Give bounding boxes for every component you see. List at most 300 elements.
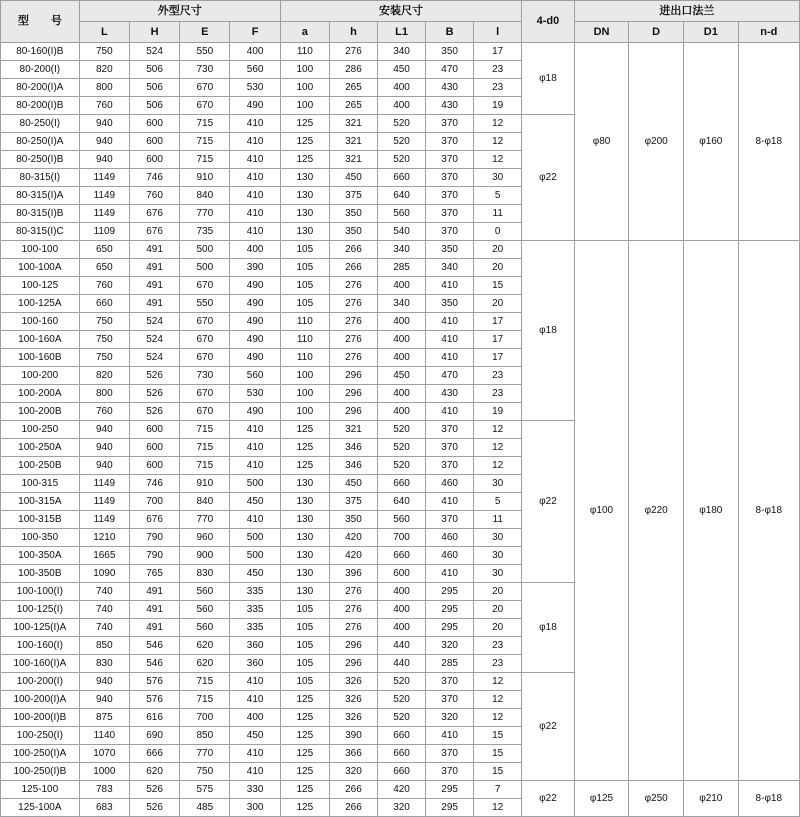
cell-E: 715 [180,151,230,169]
cell-a: 130 [280,529,329,547]
cell-a: 125 [280,115,329,133]
cell-E: 550 [180,43,230,61]
cell-F: 410 [230,511,280,529]
cell-model: 80-250(I)A [1,133,80,151]
cell-h: 296 [329,655,377,673]
cell-4d0: φ22 [522,115,574,241]
cell-H: 676 [129,511,179,529]
cell-a: 105 [280,637,329,655]
cell-L: 760 [79,277,129,295]
header-col-L1: L1 [378,22,426,43]
cell-L1: 520 [378,133,426,151]
cell-E: 830 [180,565,230,583]
cell-B: 295 [426,781,474,799]
header-col-DN: DN [574,22,629,43]
cell-E: 670 [180,349,230,367]
cell-E: 715 [180,439,230,457]
cell-model: 80-200(I) [1,61,80,79]
cell-E: 500 [180,259,230,277]
cell-a: 125 [280,457,329,475]
cell-model: 100-160 [1,313,80,331]
cell-h: 326 [329,691,377,709]
cell-L: 740 [79,619,129,637]
cell-F: 560 [230,367,280,385]
cell-E: 670 [180,331,230,349]
cell-B: 460 [426,475,474,493]
cell-l: 30 [474,169,522,187]
cell-model: 80-315(I)A [1,187,80,205]
cell-h: 366 [329,745,377,763]
cell-F: 530 [230,79,280,97]
cell-F: 400 [230,241,280,259]
cell-model: 100-200(I) [1,673,80,691]
cell-L: 830 [79,655,129,673]
cell-H: 620 [129,763,179,781]
cell-H: 491 [129,277,179,295]
cell-L: 760 [79,97,129,115]
cell-F: 490 [230,313,280,331]
cell-H: 600 [129,133,179,151]
cell-L: 750 [79,349,129,367]
cell-F: 490 [230,403,280,421]
cell-h: 296 [329,367,377,385]
cell-E: 670 [180,313,230,331]
header-col-L: L [79,22,129,43]
cell-h: 346 [329,439,377,457]
cell-H: 746 [129,169,179,187]
cell-model: 100-315B [1,511,80,529]
cell-l: 23 [474,79,522,97]
cell-4d0: φ18 [522,583,574,673]
cell-B: 370 [426,763,474,781]
cell-h: 265 [329,97,377,115]
cell-L1: 440 [378,637,426,655]
cell-L1: 560 [378,511,426,529]
cell-F: 410 [230,151,280,169]
cell-H: 676 [129,223,179,241]
cell-B: 370 [426,673,474,691]
cell-a: 130 [280,475,329,493]
cell-E: 735 [180,223,230,241]
cell-a: 125 [280,133,329,151]
cell-E: 670 [180,385,230,403]
cell-L: 1149 [79,493,129,511]
header-col-row [1,22,800,43]
cell-l: 17 [474,349,522,367]
header-col-4d0: 4-d0 [522,1,574,43]
cell-B: 370 [426,187,474,205]
cell-D: φ250 [629,781,684,817]
cell-model: 100-250B [1,457,80,475]
cell-h: 390 [329,727,377,745]
cell-L: 940 [79,691,129,709]
cell-model: 100-160(I) [1,637,80,655]
cell-F: 490 [230,97,280,115]
cell-F: 410 [230,421,280,439]
cell-a: 130 [280,205,329,223]
cell-a: 110 [280,313,329,331]
cell-a: 105 [280,277,329,295]
cell-l: 20 [474,295,522,313]
cell-h: 350 [329,205,377,223]
cell-h: 326 [329,709,377,727]
cell-4d0: φ22 [522,673,574,781]
cell-h: 321 [329,421,377,439]
header-col-D: D [629,22,684,43]
cell-B: 350 [426,43,474,61]
cell-h: 276 [329,331,377,349]
cell-h: 276 [329,619,377,637]
cell-a: 100 [280,403,329,421]
cell-a: 100 [280,97,329,115]
cell-L1: 400 [378,349,426,367]
cell-H: 746 [129,475,179,493]
cell-E: 560 [180,601,230,619]
cell-L1: 660 [378,727,426,745]
cell-DN: φ80 [574,43,629,241]
cell-F: 400 [230,43,280,61]
cell-B: 410 [426,277,474,295]
cell-L1: 660 [378,475,426,493]
table-body [1,43,800,817]
cell-F: 330 [230,781,280,799]
cell-E: 560 [180,619,230,637]
cell-l: 12 [474,691,522,709]
cell-L1: 520 [378,151,426,169]
cell-L: 1070 [79,745,129,763]
cell-l: 0 [474,223,522,241]
cell-E: 750 [180,763,230,781]
cell-L: 1140 [79,727,129,745]
cell-a: 105 [280,655,329,673]
cell-nd: 8-φ18 [738,241,799,781]
cell-l: 30 [474,565,522,583]
cell-model: 100-125 [1,277,80,295]
cell-B: 410 [426,727,474,745]
cell-l: 17 [474,331,522,349]
cell-h: 420 [329,547,377,565]
cell-DN: φ100 [574,241,629,781]
cell-H: 790 [129,529,179,547]
cell-h: 350 [329,223,377,241]
cell-L: 683 [79,799,129,817]
cell-model: 80-200(I)B [1,97,80,115]
cell-B: 370 [426,115,474,133]
cell-h: 276 [329,349,377,367]
header-col-H: H [129,22,179,43]
cell-a: 125 [280,691,329,709]
cell-a: 105 [280,673,329,691]
cell-F: 410 [230,439,280,457]
cell-E: 575 [180,781,230,799]
cell-L1: 320 [378,799,426,817]
cell-B: 320 [426,637,474,655]
cell-L1: 400 [378,313,426,331]
cell-E: 700 [180,709,230,727]
cell-l: 12 [474,457,522,475]
cell-H: 526 [129,781,179,799]
cell-E: 715 [180,457,230,475]
cell-l: 12 [474,151,522,169]
cell-model: 100-200A [1,385,80,403]
cell-F: 410 [230,223,280,241]
cell-H: 600 [129,457,179,475]
cell-L1: 400 [378,331,426,349]
cell-L1: 450 [378,367,426,385]
cell-F: 400 [230,709,280,727]
cell-E: 910 [180,475,230,493]
cell-l: 15 [474,277,522,295]
cell-L1: 700 [378,529,426,547]
cell-a: 100 [280,61,329,79]
cell-l: 23 [474,385,522,403]
cell-a: 105 [280,601,329,619]
cell-a: 125 [280,439,329,457]
cell-l: 12 [474,115,522,133]
cell-F: 500 [230,475,280,493]
cell-F: 410 [230,115,280,133]
cell-h: 276 [329,43,377,61]
cell-B: 370 [426,205,474,223]
cell-B: 370 [426,421,474,439]
cell-H: 524 [129,313,179,331]
cell-L1: 400 [378,619,426,637]
cell-h: 276 [329,601,377,619]
cell-F: 335 [230,601,280,619]
cell-H: 506 [129,97,179,115]
cell-B: 295 [426,799,474,817]
cell-DN: φ125 [574,781,629,817]
cell-h: 321 [329,133,377,151]
cell-E: 620 [180,637,230,655]
cell-H: 600 [129,151,179,169]
cell-E: 620 [180,655,230,673]
cell-L1: 660 [378,763,426,781]
cell-D: φ200 [629,43,684,241]
cell-F: 410 [230,133,280,151]
cell-l: 12 [474,709,522,727]
cell-a: 130 [280,187,329,205]
cell-model: 80-200(I)A [1,79,80,97]
cell-model: 100-125(I)A [1,619,80,637]
cell-F: 500 [230,529,280,547]
cell-nd: 8-φ18 [738,781,799,817]
cell-l: 20 [474,241,522,259]
cell-model: 100-125A [1,295,80,313]
cell-F: 410 [230,169,280,187]
header-group-row [1,1,800,22]
cell-B: 470 [426,367,474,385]
cell-B: 460 [426,547,474,565]
cell-H: 600 [129,421,179,439]
cell-h: 266 [329,259,377,277]
cell-model: 100-160B [1,349,80,367]
cell-L1: 340 [378,241,426,259]
cell-L1: 520 [378,439,426,457]
cell-B: 320 [426,709,474,727]
cell-L: 1000 [79,763,129,781]
cell-B: 430 [426,79,474,97]
cell-L1: 600 [378,565,426,583]
cell-H: 790 [129,547,179,565]
cell-L: 740 [79,601,129,619]
cell-L1: 540 [378,223,426,241]
header-col-nd: n-d [738,22,799,43]
cell-H: 491 [129,619,179,637]
cell-H: 666 [129,745,179,763]
cell-F: 490 [230,331,280,349]
cell-model: 80-315(I)B [1,205,80,223]
cell-l: 20 [474,601,522,619]
cell-L: 820 [79,61,129,79]
cell-h: 346 [329,457,377,475]
cell-B: 340 [426,259,474,277]
cell-B: 410 [426,313,474,331]
cell-model: 80-160(I)B [1,43,80,61]
cell-B: 430 [426,97,474,115]
cell-model: 100-250(I)A [1,745,80,763]
cell-F: 410 [230,763,280,781]
cell-F: 410 [230,205,280,223]
header-group-install: 安装尺寸 [280,1,521,22]
cell-a: 100 [280,79,329,97]
cell-L1: 340 [378,43,426,61]
cell-model: 100-160(I)A [1,655,80,673]
cell-l: 5 [474,493,522,511]
cell-B: 370 [426,745,474,763]
cell-l: 12 [474,439,522,457]
cell-a: 100 [280,367,329,385]
cell-model: 100-350B [1,565,80,583]
cell-a: 105 [280,241,329,259]
table-header [1,1,800,43]
cell-l: 12 [474,799,522,817]
cell-l: 20 [474,583,522,601]
cell-a: 110 [280,43,329,61]
cell-F: 390 [230,259,280,277]
cell-D1: φ180 [683,241,738,781]
cell-a: 130 [280,223,329,241]
cell-4d0: φ18 [522,241,574,421]
cell-H: 576 [129,691,179,709]
cell-B: 410 [426,349,474,367]
cell-H: 760 [129,187,179,205]
cell-L1: 520 [378,709,426,727]
cell-L: 940 [79,421,129,439]
cell-B: 370 [426,511,474,529]
cell-H: 506 [129,79,179,97]
cell-h: 450 [329,169,377,187]
cell-L: 940 [79,673,129,691]
cell-H: 616 [129,709,179,727]
cell-B: 370 [426,133,474,151]
cell-model: 80-250(I) [1,115,80,133]
cell-H: 700 [129,493,179,511]
cell-l: 30 [474,475,522,493]
cell-h: 321 [329,151,377,169]
cell-F: 335 [230,619,280,637]
cell-h: 326 [329,673,377,691]
cell-B: 295 [426,619,474,637]
cell-E: 840 [180,187,230,205]
cell-a: 125 [280,799,329,817]
cell-a: 105 [280,619,329,637]
cell-L1: 450 [378,61,426,79]
cell-a: 100 [280,385,329,403]
cell-H: 524 [129,43,179,61]
cell-l: 12 [474,673,522,691]
cell-a: 125 [280,781,329,799]
cell-model: 80-315(I)C [1,223,80,241]
cell-L1: 400 [378,79,426,97]
cell-model: 125-100A [1,799,80,817]
cell-h: 450 [329,475,377,493]
cell-E: 485 [180,799,230,817]
cell-L: 1149 [79,475,129,493]
cell-E: 670 [180,79,230,97]
cell-L: 750 [79,331,129,349]
cell-l: 20 [474,619,522,637]
cell-L: 660 [79,295,129,313]
cell-model: 100-200(I)A [1,691,80,709]
cell-L1: 660 [378,547,426,565]
cell-L: 800 [79,385,129,403]
cell-E: 770 [180,205,230,223]
cell-L: 820 [79,367,129,385]
cell-E: 715 [180,115,230,133]
cell-E: 715 [180,691,230,709]
cell-model: 100-100(I) [1,583,80,601]
cell-B: 295 [426,601,474,619]
cell-B: 410 [426,403,474,421]
cell-H: 491 [129,583,179,601]
cell-h: 296 [329,403,377,421]
header-group-flange: 进出口法兰 [574,1,799,22]
cell-a: 110 [280,331,329,349]
cell-E: 670 [180,97,230,115]
cell-model: 80-250(I)B [1,151,80,169]
cell-model: 100-250(I)B [1,763,80,781]
table-row [1,241,800,259]
cell-h: 296 [329,385,377,403]
cell-B: 370 [426,691,474,709]
cell-a: 130 [280,493,329,511]
cell-B: 350 [426,241,474,259]
cell-F: 335 [230,583,280,601]
cell-E: 670 [180,277,230,295]
cell-a: 130 [280,565,329,583]
cell-B: 370 [426,151,474,169]
cell-L1: 400 [378,583,426,601]
cell-L1: 640 [378,187,426,205]
cell-a: 125 [280,151,329,169]
cell-a: 130 [280,583,329,601]
cell-h: 266 [329,799,377,817]
cell-h: 276 [329,583,377,601]
cell-L1: 660 [378,169,426,187]
header-col-h: h [329,22,377,43]
cell-h: 375 [329,493,377,511]
cell-h: 286 [329,61,377,79]
cell-B: 295 [426,583,474,601]
cell-E: 715 [180,421,230,439]
cell-H: 546 [129,655,179,673]
cell-E: 730 [180,61,230,79]
cell-l: 19 [474,403,522,421]
cell-l: 15 [474,745,522,763]
header-col-l: l [474,22,522,43]
cell-4d0: φ22 [522,421,574,583]
